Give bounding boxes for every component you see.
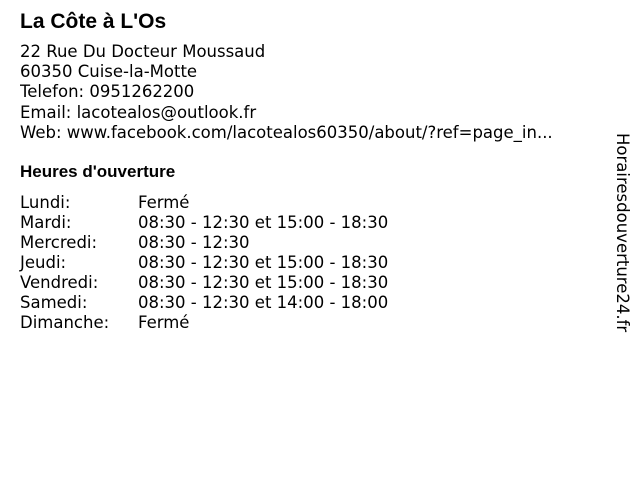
- hours-row-wednesday: [20, 233, 600, 253]
- day-label: Mercredi:: [20, 233, 98, 253]
- hours-value: 08:30 - 12:30 et 15:00 - 18:30: [138, 273, 389, 293]
- opening-hours-title: Heures d'ouverture: [20, 162, 176, 182]
- hours-value: 08:30 - 12:30 et 14:00 - 18:00: [138, 293, 389, 313]
- hours-row-friday: [20, 273, 600, 293]
- day-label: Vendredi:: [20, 273, 99, 293]
- hours-value: 08:30 - 12:30: [138, 233, 250, 253]
- hours-value: 08:30 - 12:30 et 15:00 - 18:30: [138, 253, 389, 273]
- day-label: Dimanche:: [20, 313, 110, 333]
- address-line-2: 60350 Cuise-la-Motte: [20, 62, 198, 82]
- web-line: Web: www.facebook.com/lacotealos60350/about/?ref=page_in...: [20, 122, 553, 142]
- day-label: Samedi:: [20, 293, 88, 313]
- hours-value: Fermé: [138, 193, 190, 213]
- business-name: La Côte à L'Os: [20, 10, 167, 33]
- address-line-1: 22 Rue Du Docteur Moussaud: [20, 42, 266, 61]
- hours-value: 08:30 - 12:30 et 15:00 - 18:30: [138, 213, 389, 233]
- site-watermark: Horairesdouverture24.fr: [613, 133, 632, 333]
- day-label: Mardi:: [20, 213, 72, 233]
- day-label: Lundi:: [20, 193, 71, 213]
- hours-row-saturday: [20, 293, 600, 313]
- hours-row-thursday: [20, 253, 600, 273]
- email-line: Email: lacotealos@outlook.fr: [20, 102, 257, 122]
- opening-hours-table: [20, 193, 600, 333]
- day-label: Jeudi:: [20, 253, 67, 273]
- phone-line: Telefon: 0951262200: [20, 82, 195, 102]
- hours-row-monday: [20, 193, 600, 213]
- business-card: [20, 9, 600, 333]
- hours-value: Fermé: [138, 313, 190, 333]
- hours-row-sunday: [20, 313, 600, 333]
- hours-row-tuesday: [20, 213, 600, 233]
